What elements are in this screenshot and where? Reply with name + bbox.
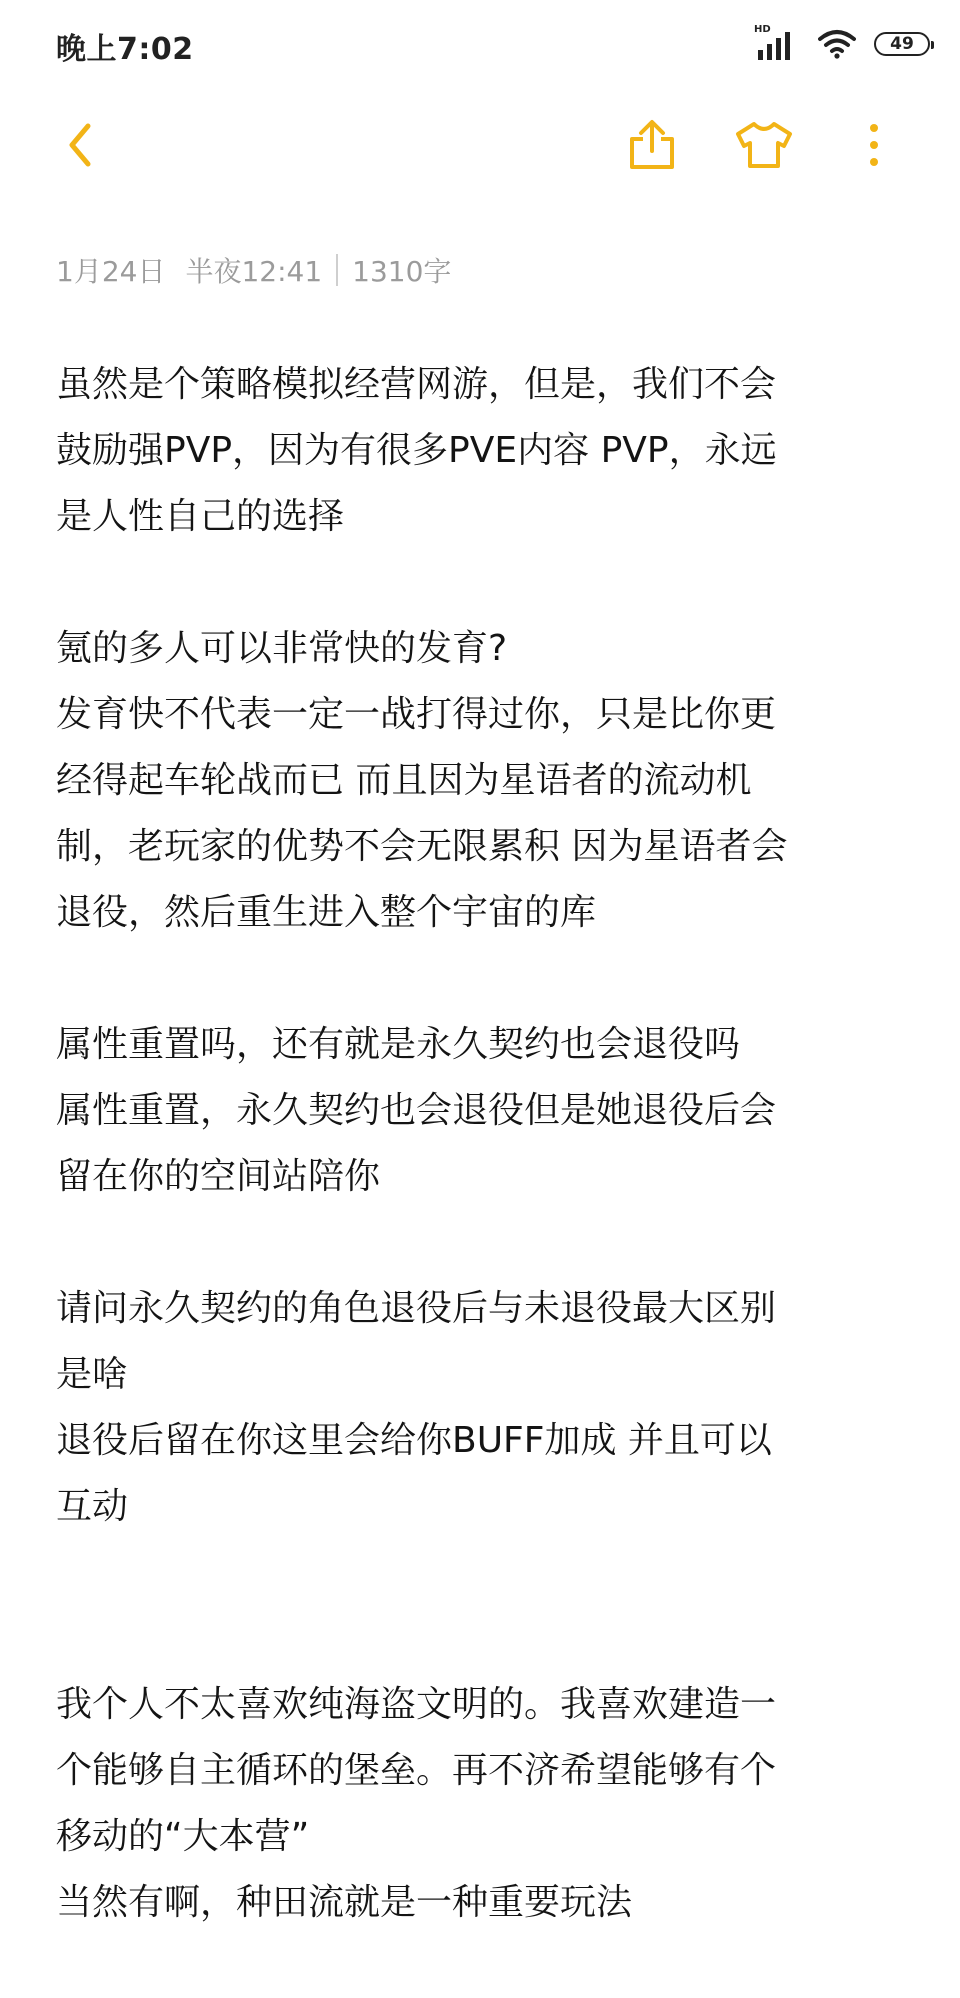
share-button[interactable] [616, 100, 688, 190]
theme-button[interactable] [728, 100, 800, 190]
t-shirt-icon [734, 120, 794, 170]
note-line: 是人性自己的选择 [56, 496, 345, 537]
status-time: 晚上7:02 [56, 32, 194, 67]
blank-line [56, 1540, 906, 1606]
blank-line [56, 1210, 906, 1276]
status-bar [0, 0, 960, 90]
more-button[interactable] [838, 100, 910, 190]
network-hd-label: HD [754, 24, 771, 35]
note-time: 半夜12:41 [185, 255, 323, 288]
blank-line [56, 550, 906, 616]
note-line: 留在你的空间站陪你 [56, 1156, 381, 1197]
battery-icon [874, 32, 930, 56]
note-date: 1月24日 [56, 255, 166, 288]
word-count: 1310字 [352, 255, 452, 288]
meta-divider [336, 254, 338, 286]
battery-level: 49 [890, 34, 914, 54]
wifi-icon [818, 29, 856, 59]
more-vertical-icon [867, 122, 881, 168]
signal-icon [754, 26, 800, 62]
note-line: 是啥 [56, 1354, 129, 1395]
note-line: 制，老玩家的优势不会无限累积 因为星语者会 [56, 826, 788, 867]
back-button[interactable] [44, 100, 116, 190]
note-line: 请问永久契约的角色退役后与未退役最大区别 [56, 1288, 777, 1329]
note-line: 退役，然后重生进入整个宇宙的库 [56, 892, 597, 933]
share-icon [627, 119, 677, 171]
note-line: 发育快不代表一定一战打得过你，只是比你更 [56, 694, 777, 735]
note-line: 退役后留在你这里会给你BUFF加成 并且可以 [56, 1420, 772, 1461]
note-body[interactable] [56, 352, 906, 1936]
note-line: 鼓励强PVP，因为有很多PVE内容 PVP，永远 [56, 430, 777, 471]
note-line: 当然有啊，种田流就是一种重要玩法 [56, 1882, 633, 1923]
status-icons [754, 24, 930, 64]
note-meta [56, 250, 451, 290]
note-line: 属性重置，永久契约也会退役但是她退役后会 [56, 1090, 777, 1131]
blank-line [56, 1606, 906, 1672]
note-line: 个能够自主循环的堡垒。再不济希望能够有个 [56, 1750, 777, 1791]
note-line: 互动 [56, 1486, 129, 1527]
note-line: 属性重置吗，还有就是永久契约也会退役吗 [56, 1024, 741, 1065]
note-line: 虽然是个策略模拟经营网游，但是，我们不会 [56, 364, 777, 405]
note-toolbar [0, 100, 960, 190]
chevron-left-icon [60, 120, 100, 170]
blank-line [56, 946, 906, 1012]
note-line: 我个人不太喜欢纯海盗文明的。我喜欢建造一 [56, 1684, 777, 1725]
note-line: 经得起车轮战而已 而且因为星语者的流动机 [56, 760, 752, 801]
note-line: 移动的“大本营” [56, 1816, 310, 1857]
note-line: 氪的多人可以非常快的发育? [56, 628, 508, 669]
